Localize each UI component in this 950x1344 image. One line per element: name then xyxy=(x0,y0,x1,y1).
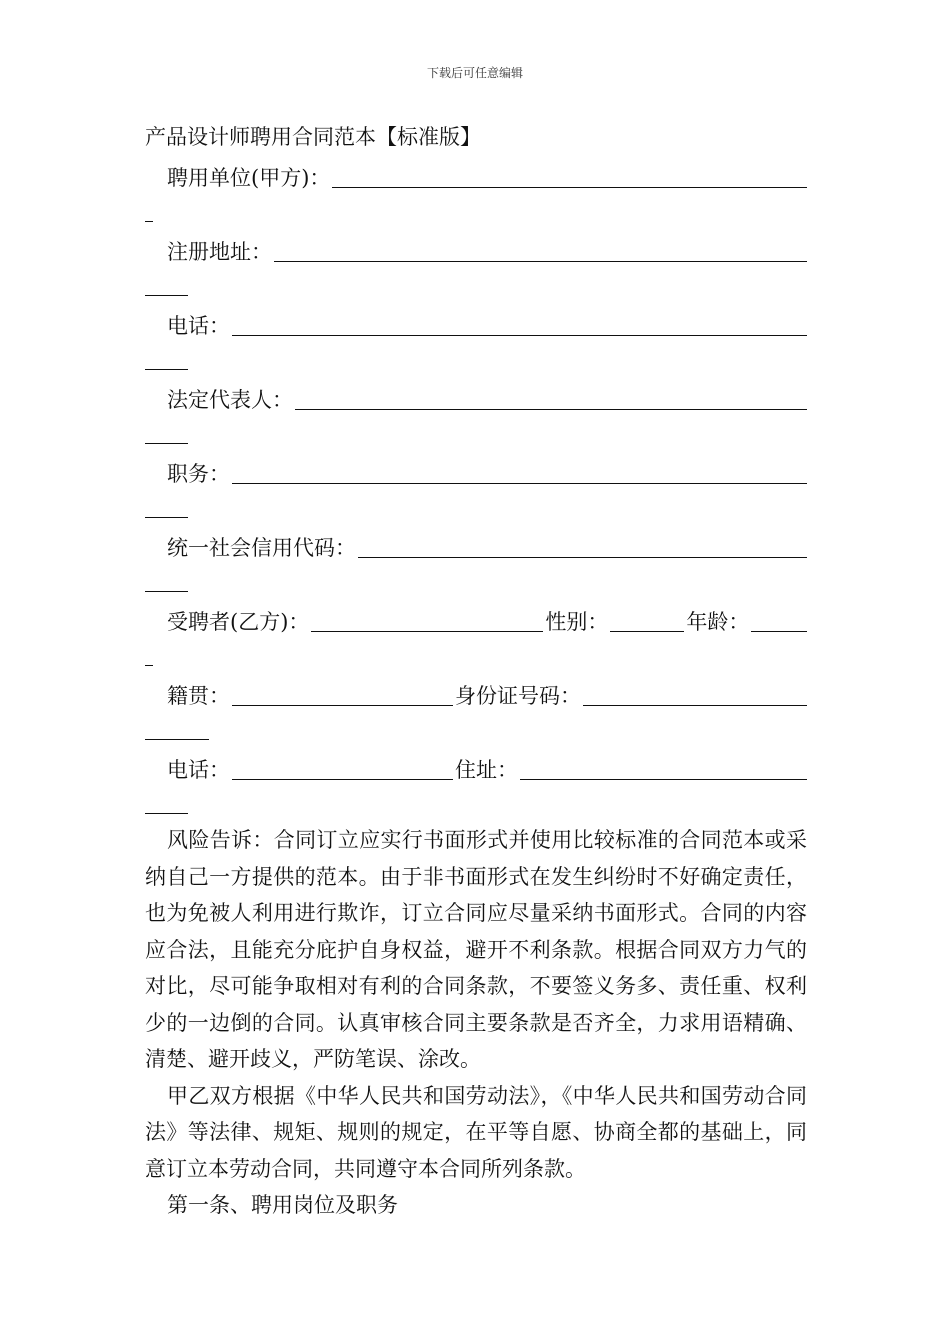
party-a-phone-label: 电话： xyxy=(167,314,230,338)
legal-rep-blank[interactable] xyxy=(295,409,807,410)
party-a-phone-blank-continued xyxy=(145,340,807,378)
origin-field[interactable] xyxy=(145,674,807,710)
position-blank-continued xyxy=(145,488,807,526)
party-b-address-blank[interactable] xyxy=(520,779,807,780)
position-label: 职务： xyxy=(167,462,230,486)
position-blank[interactable] xyxy=(232,483,807,484)
age-label: 年龄： xyxy=(686,610,750,634)
age-blank-continued xyxy=(145,636,807,674)
gender-blank[interactable] xyxy=(610,631,684,632)
employer-blank-continued xyxy=(145,192,807,230)
risk-notice-paragraph: 风险告诉：合同订立应实行书面形式并使用比较标准的合同范本或采纳自己一方提供的范本。由于非书面形式在发生纠纷时不好确定责任，也为免被人利用进行欺诈，订立合同应尽量采纳书面形式。合同的内容应合法，且能充分庇护自身权益，避开不利条款。根据合同双方力气的对比，尽可能争取相对有利的合同条款，不要签义务多、责任重、权利少的一边倒的合同。认真审核合同主要条款是否齐全，力求用语精确、清楚、避开歧义，严防笔误、涂改。 xyxy=(145,828,807,1071)
age-blank[interactable] xyxy=(751,631,807,632)
party-b-phone-blank[interactable] xyxy=(232,779,453,780)
origin-label: 籍贯： xyxy=(167,684,230,708)
party-b-address-blank-continued xyxy=(145,784,807,822)
credit-code-blank[interactable] xyxy=(358,557,807,558)
page-header-note: 下载后可任意编辑 xyxy=(426,66,523,80)
gender-label: 性别： xyxy=(545,610,609,634)
employee-blank[interactable] xyxy=(311,631,543,632)
credit-code-field[interactable] xyxy=(145,526,807,562)
document-title: 产品设计师聘用合同范本【标准版】 xyxy=(145,125,481,149)
address-blank[interactable] xyxy=(274,261,807,262)
employee-label: 受聘者(乙方)： xyxy=(167,610,310,634)
address-blank-continued xyxy=(145,266,807,304)
legal-rep-blank-continued xyxy=(145,414,807,452)
id-number-label: 身份证号码： xyxy=(455,684,581,708)
address-label: 注册地址： xyxy=(167,240,272,264)
party-b-phone-label: 电话： xyxy=(167,758,230,782)
party-b-phone-field[interactable] xyxy=(145,748,807,784)
origin-blank[interactable] xyxy=(232,705,453,706)
id-number-blank-continued xyxy=(145,710,807,748)
article-1-heading: 第一条、聘用岗位及职务 xyxy=(167,1193,398,1217)
employee-field[interactable] xyxy=(145,600,807,636)
employer-blank[interactable] xyxy=(332,187,807,188)
position-field[interactable] xyxy=(145,452,807,488)
employer-label: 聘用单位(甲方)： xyxy=(167,166,331,190)
legal-basis-paragraph: 甲乙双方根据《中华人民共和国劳动法》，《中华人民共和国劳动合同法》等法律、规矩、规则的规定，在平等自愿、协商全都的基础上，同意订立本劳动合同，共同遵守本合同所列条款。 xyxy=(145,1083,807,1181)
legal-rep-field[interactable] xyxy=(145,378,807,414)
address-field[interactable] xyxy=(145,230,807,266)
party-a-phone-field[interactable] xyxy=(145,304,807,340)
contract-document xyxy=(145,118,807,1224)
employer-field[interactable] xyxy=(145,156,807,192)
party-b-address-label: 住址： xyxy=(455,758,518,782)
credit-code-label: 统一社会信用代码： xyxy=(167,536,356,560)
party-a-phone-blank[interactable] xyxy=(232,335,807,336)
id-number-blank[interactable] xyxy=(583,705,807,706)
legal-rep-label: 法定代表人： xyxy=(167,388,293,412)
credit-code-blank-continued xyxy=(145,562,807,600)
